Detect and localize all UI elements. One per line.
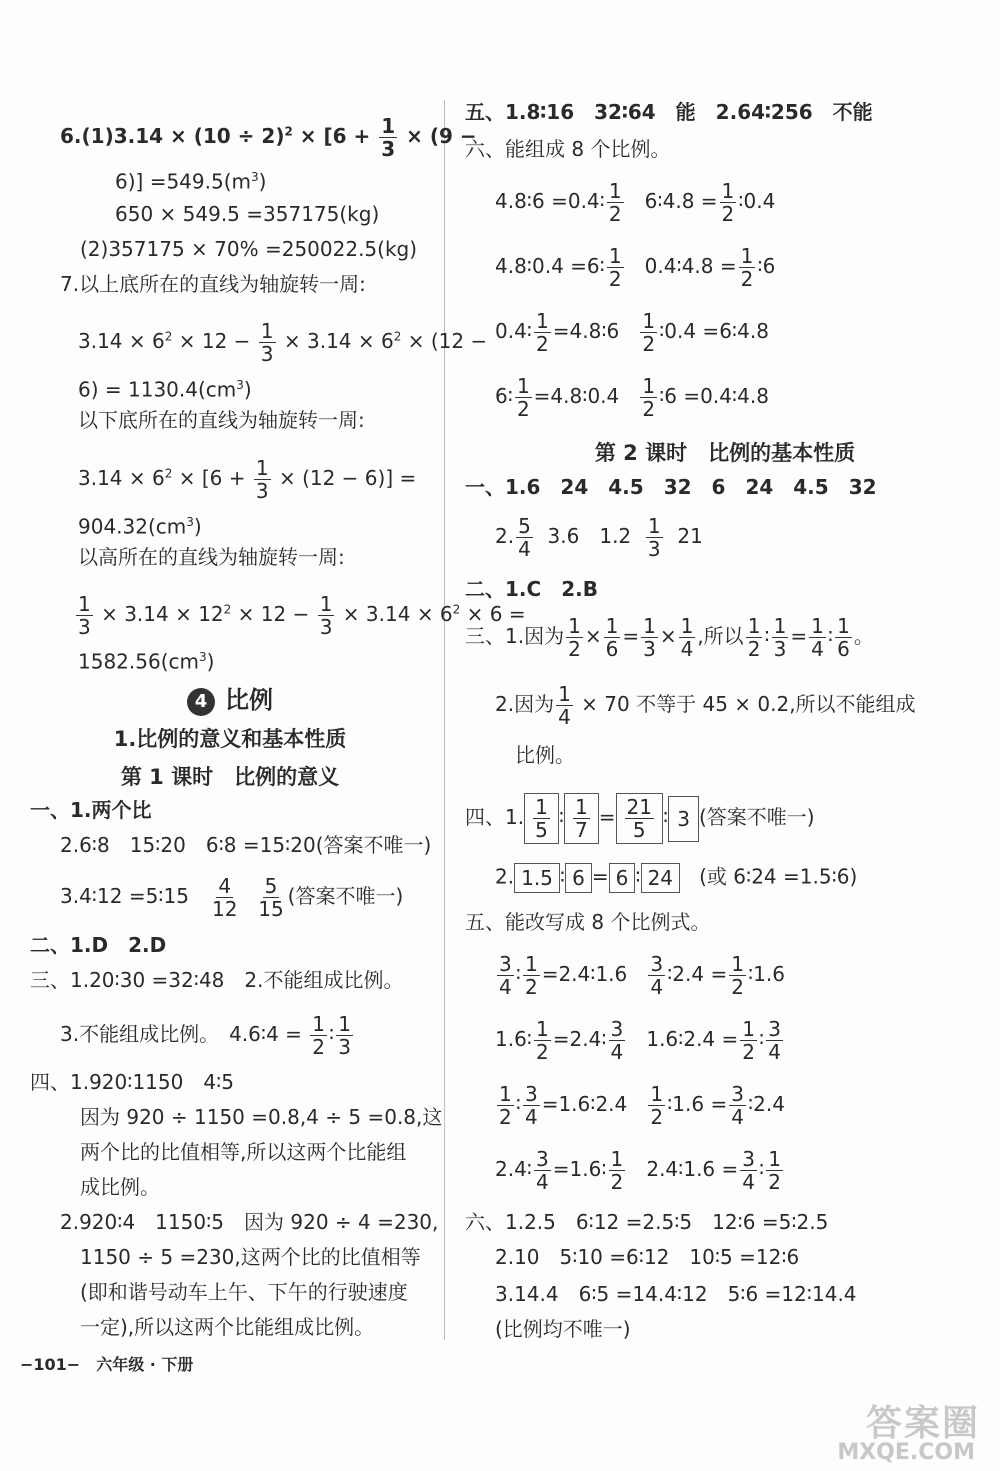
q6-line1: $6.(1)3.14 \times (10 \div 2)^2 \times [6$ + $\frac{1}{3}$ × (9 − <box>60 114 477 161</box>
ans-c3: 3.14.4 6∶5 =14.4∶12 5∶6 =12∶14.4 <box>495 1282 857 1306</box>
q7-line4: $3.14 \times 6^2 \times [6$ + $\frac{1}{3}$ × (12 − 6)] = <box>78 456 417 503</box>
ans-c4: (比例均不唯一) <box>495 1317 631 1341</box>
ans-b7: 四、1. $\frac{1}{5}$ ∶ $\frac{1}{7}$ = $\frac{21}{5}$ ∶ 3 (答案不唯一) <box>465 795 815 842</box>
q7-line5: $904.32(cm^3)$ <box>78 514 202 539</box>
ans-b3: 二、1.C 2.B <box>465 577 598 601</box>
ans-3-1: 三、1.20∶30 =32∶48 2.不能组成比例。 <box>30 968 404 992</box>
prop-row-3: 0.4∶ $\frac{1}{2}$ =4.8∶6 $\frac{1}{2}$ ∶0.4 =6∶4.8 <box>495 309 769 356</box>
q7-line3: 以下底所在的直线为轴旋转一周: <box>78 408 365 432</box>
q6-line3: 650 × 549.5 =357175(kg) <box>115 202 380 226</box>
ans-b5: 2.因为 $\frac{1}{4}$ × 70 不等于 45 × 0.2,所以不能组成 <box>495 682 916 729</box>
ans-b8: 2. 1.5 ∶ 6 = 6 ∶ 24 (或 6∶24 =1.5∶6) <box>495 863 857 893</box>
prop-row-4: 6∶ $\frac{1}{2}$ =4.8∶0.4 $\frac{1}{2}$ ∶6 =0.4∶4.8 <box>495 374 769 421</box>
section-heading: 1.比例的意义和基本性质 <box>113 727 347 751</box>
ans-4-1-l3: 两个比的比值相等,所以这两个比能组 <box>80 1140 407 1164</box>
q7-line8: $1582.56(cm^3)$ <box>78 649 215 674</box>
ans-2: 二、1.D 2.D <box>30 933 167 957</box>
ans-4-2-l4: 一定),所以这两个比能组成比例。 <box>80 1315 375 1339</box>
ans-3-3: 3.不能组成比例。 4.6∶4 = $\frac{1}{2}$ ∶ $\frac{1}{3}$ <box>60 1012 351 1059</box>
q7-line2: $6) = 1130.4(cm^3)$ <box>78 377 252 402</box>
ans-4-2: 2.920∶4 1150∶5 因为 920 ÷ 4 =230, <box>60 1210 439 1234</box>
page-footer: −101− 六年级 · 下册 <box>20 1355 194 1374</box>
ans-1-1: 一、1.两个比 <box>30 798 152 822</box>
column-divider <box>444 100 445 1340</box>
ans-4-2-l2: 1150 ÷ 5 =230,这两个比的比值相等 <box>80 1245 421 1269</box>
ratio-row-3: $\frac{1}{2}$ ∶ $\frac{3}{4}$ =1.6∶2.4 $\frac{1}{2}$ ∶1.6 = $\frac{3}{4}$ ∶2.4 <box>499 1082 785 1129</box>
q7-heading: 7.以上底所在的直线为轴旋转一周: <box>60 272 366 296</box>
ratio-row-2: 1.6∶ $\frac{1}{2}$ =2.4∶ $\frac{3}{4}$ 1.6∶2.4 = $\frac{1}{2}$ ∶ $\frac{3}{4}$ <box>495 1017 781 1064</box>
ans-b2: 2. $\frac{5}{4}$ 3.6 1.2 $\frac{1}{3}$ 21 <box>495 514 703 561</box>
ans-b9: 五、能改写成 8 个比例式。 <box>465 910 711 934</box>
ans-4-1-l2: 因为 920 ÷ 1150 =0.8,4 ÷ 5 =0.8,这 <box>80 1105 443 1129</box>
q7-line6: 以高所在的直线为轴旋转一周: <box>78 545 345 569</box>
ans-4-1-l4: 成比例。 <box>80 1175 160 1199</box>
lesson2-heading: 第 2 课时 比例的基本性质 <box>594 441 856 465</box>
ans-4-1: 四、1.920∶1150 4∶5 <box>30 1070 235 1094</box>
watermark-logo: 答案圈 <box>865 1403 980 1444</box>
ratio-row-1: $\frac{3}{4}$ ∶ $\frac{1}{2}$ =2.4∶1.6 $\frac{3}{4}$ ∶2.4 = $\frac{1}{2}$ ∶1.6 <box>499 952 785 999</box>
ans-b1: 一、1.6 24 4.5 32 6 24 4.5 32 <box>465 475 877 499</box>
ans-1-2: 2.6∶8 15∶20 6∶8 =15∶20(答案不唯一) <box>60 833 432 857</box>
q7-line7: $\frac{1}{3}$ × $3.14 \times 12^2 \times 12$ − $\frac{1}{3}$ × $3.14 \times 6^2 \times 6$ = <box>78 592 526 639</box>
q6-line2: $6)] =549.5(m^3)$ <box>115 169 267 194</box>
watermark-url: MXQE.COM <box>837 1440 975 1465</box>
ans-c1: 六、1.2.5 6∶12 =2.5∶5 12∶6 =5∶2.5 <box>465 1210 829 1234</box>
prop-row-2: 4.8∶0.4 =6∶ $\frac{1}{2}$ 0.4∶4.8 = $\frac{1}{2}$ ∶6 <box>495 244 776 291</box>
ans-b5-l2: 比例。 <box>515 743 575 767</box>
ans-4-2-l3: (即和谐号动车上午、下午的行驶速度 <box>80 1280 408 1304</box>
ans-b4: 三、1.因为 $\frac{1}{2}$ × $\frac{1}{6}$ = $\frac{1}{3}$ × $\frac{1}{4}$ ,所以 $\frac{1}{2}$ ∶ $\frac{1}{3}$ = $\frac{1}{4}$ ∶ $\frac{1}{6}$ 。 <box>465 614 874 661</box>
ans-c2: 2.10 5∶10 =6∶12 10∶5 =12∶6 <box>495 1245 800 1269</box>
q6-line4: (2)357175 × 70% =250022.5(kg) <box>80 237 418 261</box>
ans-1-3: 3.4∶12 =5∶15 $\frac{4}{12}$ $\frac{5}{15}$ (答案不唯一) <box>60 874 404 921</box>
lesson1-heading: 第 1 课时 比例的意义 <box>120 765 340 789</box>
q7-line1: $3.14 \times 6^2 \times 12$ − $\frac{1}{3}$ × $3.14 \times 6^2 \times (12$ − <box>78 319 488 366</box>
ratio-row-4: 2.4∶ $\frac{3}{4}$ =1.6∶ $\frac{1}{2}$ 2.4∶1.6 = $\frac{3}{4}$ ∶ $\frac{1}{2}$ <box>495 1147 781 1194</box>
ans-r6: 六、能组成 8 个比例。 <box>465 137 671 161</box>
ans-r5: 五、1.8∶16 32∶64 能 2.64∶256 不能 <box>465 100 873 124</box>
chapter-heading: 4 比例 <box>30 680 430 716</box>
prop-row-1: 4.8∶6 =0.4∶ $\frac{1}{2}$ 6∶4.8 = $\frac{1}{2}$ ∶0.4 <box>495 179 776 226</box>
